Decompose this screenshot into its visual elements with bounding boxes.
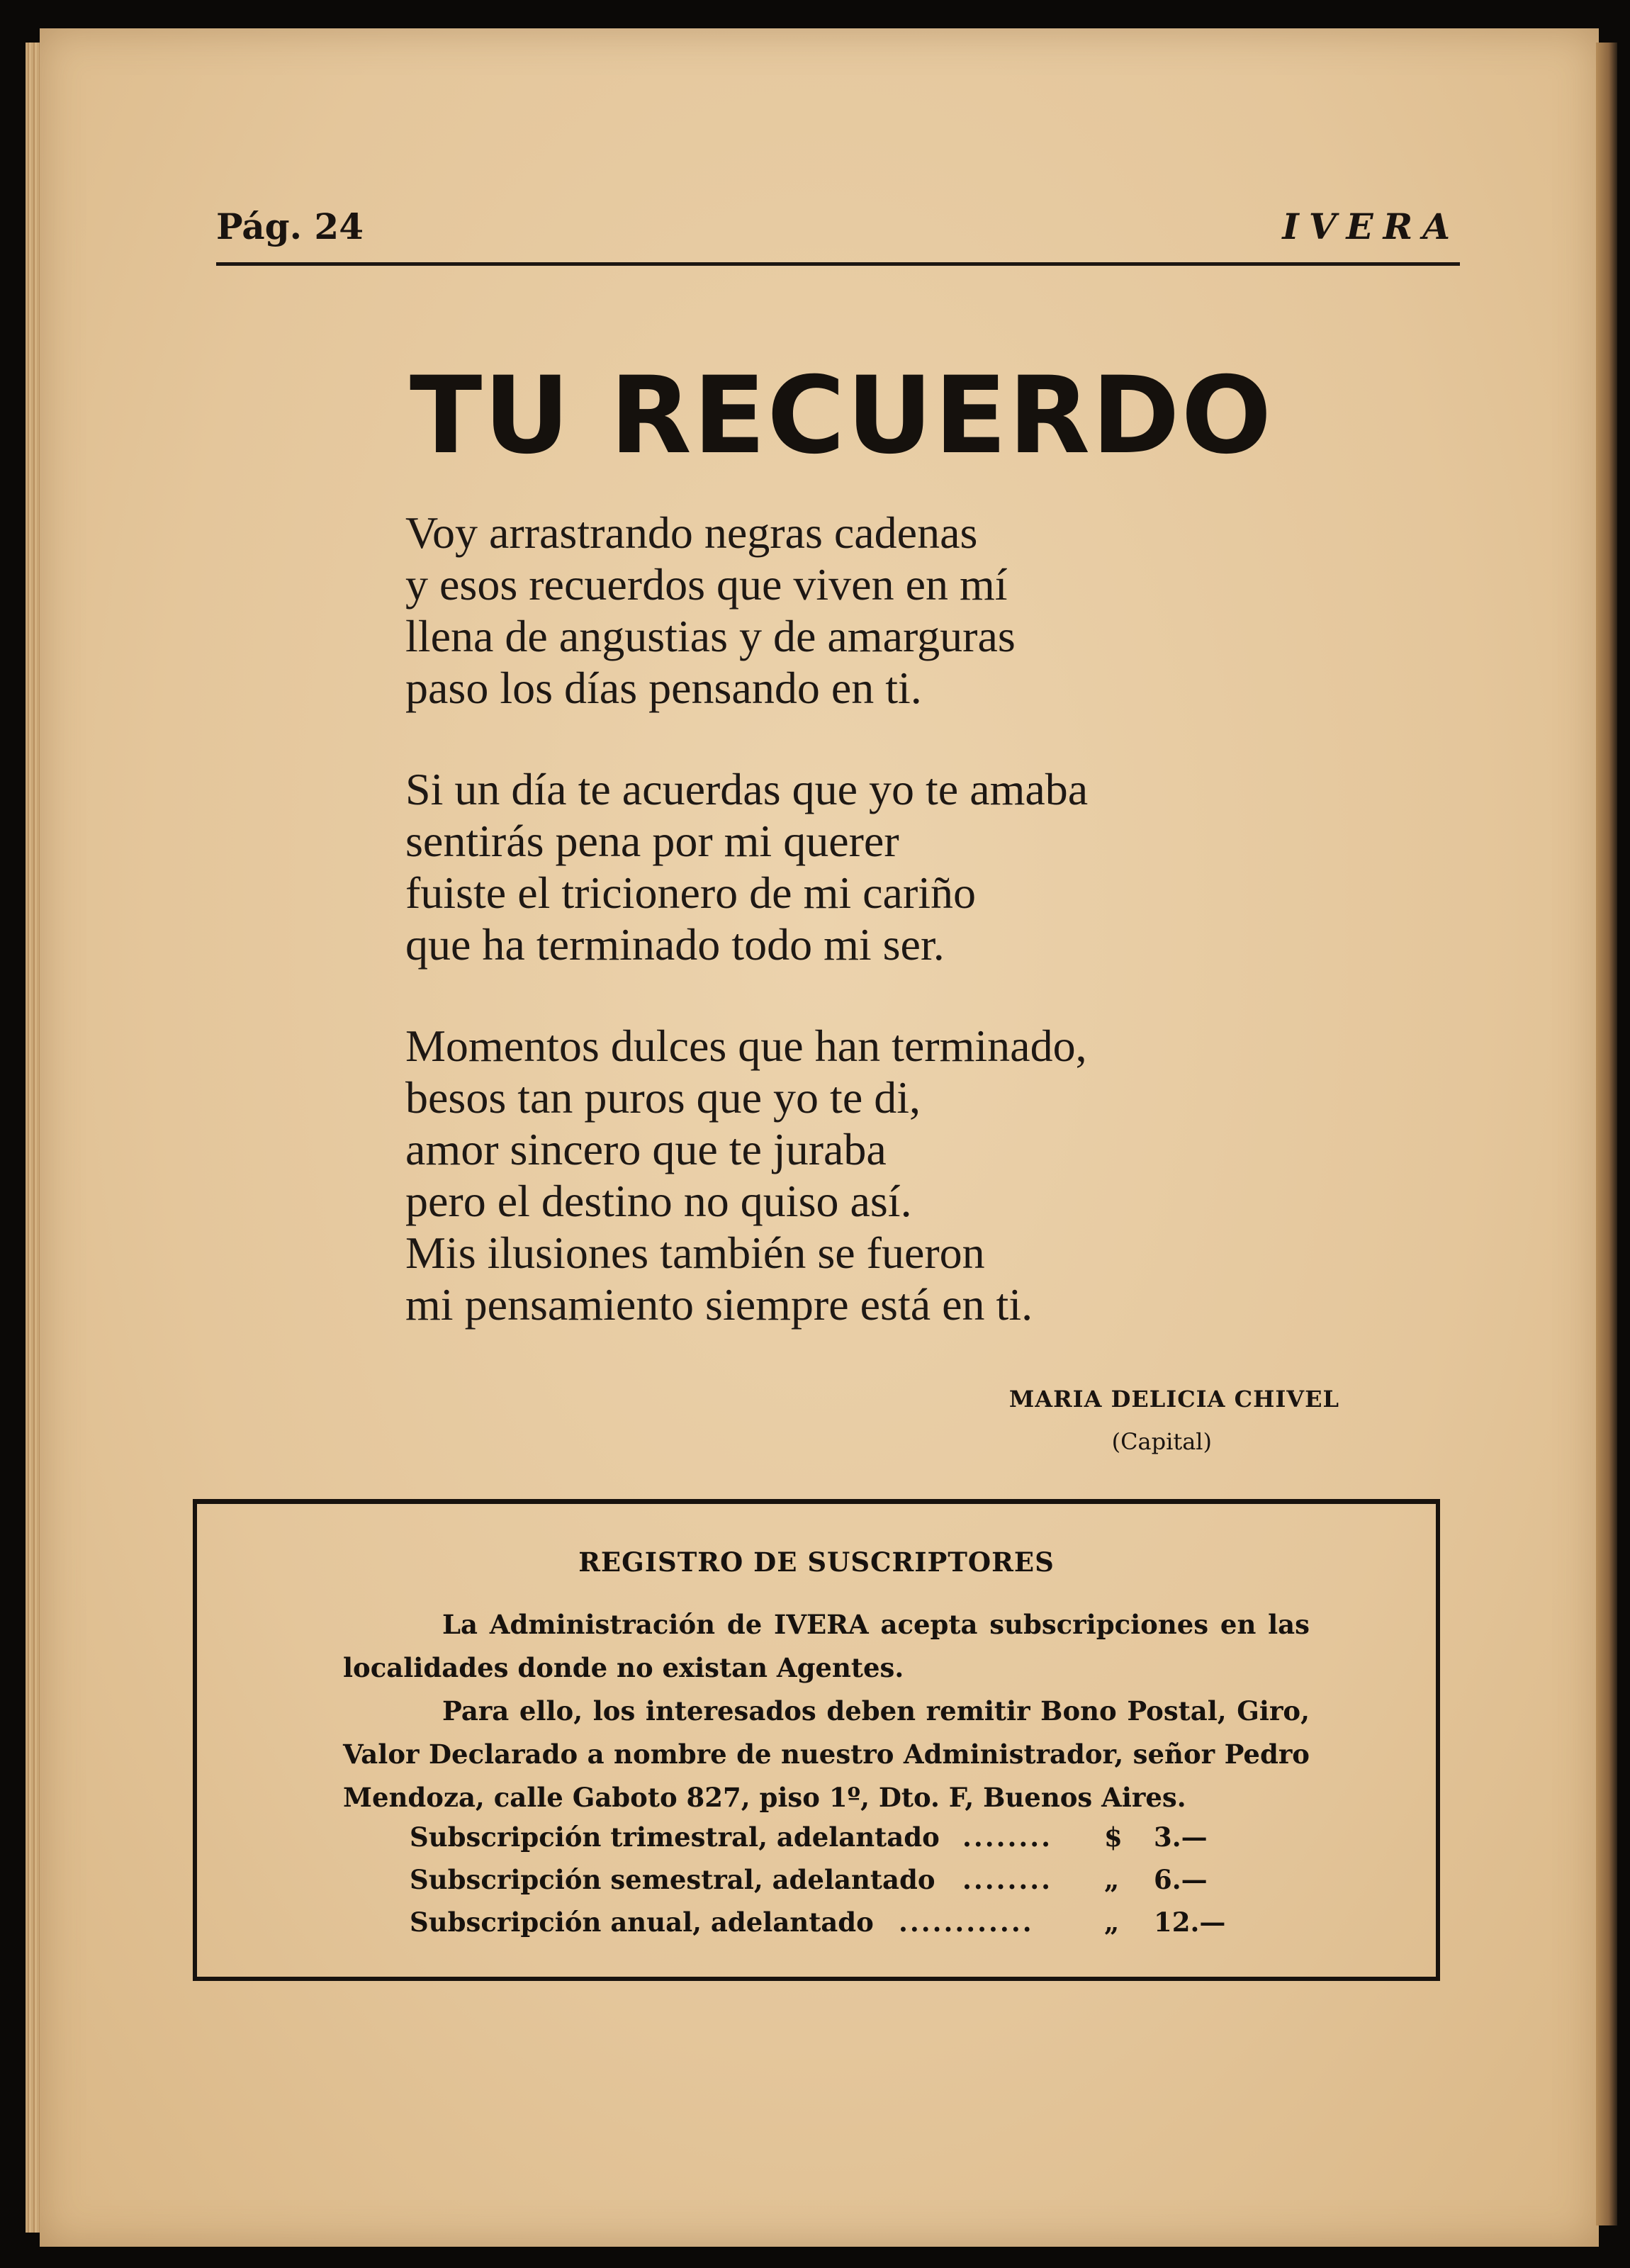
notice-paragraph-2-text: Para ello, los interesados deben remitir Bono Postal, Giro, Valor Declarado a nombre de nuestro Administrador, señor Pedro Mendoza, calle Gaboto 827, piso 1º, Dto. F, Buenos Aires. [343, 1695, 1310, 1813]
rate-label: Subscripción trimestral, adelantado [410, 1821, 940, 1853]
rate-label: Subscripción semestral, adelantado [410, 1864, 935, 1895]
rate-currency: „ [1104, 1864, 1120, 1895]
poem-line: Si un día te acuerdas que yo te amaba [405, 764, 1089, 814]
notice-paragraph-2 [343, 1690, 1310, 1819]
page-number: Pág. 24 [216, 206, 364, 247]
rate-row [410, 1901, 1260, 1943]
poem-line: sentirás pena por mi querer [405, 816, 899, 866]
poem-body [405, 507, 1327, 1380]
rate-list [410, 1816, 1260, 1943]
notice-title: REGISTRO DE SUSCRIPTORES [578, 1546, 1055, 1578]
running-header [216, 206, 1460, 266]
rate-amount: 6.— [1154, 1864, 1208, 1895]
poem-line: llena de angustias y de amarguras [405, 611, 1016, 661]
rate-currency: „ [1104, 1907, 1120, 1938]
poem-line: Mis ilusiones también se fueron [405, 1228, 985, 1278]
page-edge-right [1596, 43, 1617, 2225]
rate-amount: 12.— [1154, 1907, 1226, 1938]
rate-row [410, 1858, 1260, 1901]
poem-line: Voy arrastrando negras cadenas [405, 507, 978, 558]
rate-label: Subscripción anual, adelantado [410, 1907, 874, 1938]
stanza-1 [405, 507, 1327, 714]
subscription-notice [193, 1499, 1440, 1981]
poem-line: y esos recuerdos que viven en mí [405, 559, 1008, 610]
rate-amount: 3.— [1154, 1821, 1208, 1853]
magazine-title: IVERA [1282, 206, 1460, 247]
rate-leader-dots: ........ [962, 1864, 1053, 1895]
rate-row [410, 1816, 1260, 1858]
poem-line: mi pensamiento siempre está en ti. [405, 1279, 1033, 1330]
rate-leader-dots: ............ [899, 1907, 1034, 1938]
rate-currency: $ [1104, 1821, 1123, 1853]
poem-line: paso los días pensando en ti. [405, 663, 922, 713]
poem-author: MARIA DELICIA CHIVEL [1008, 1386, 1339, 1413]
stanza-2 [405, 763, 1327, 970]
poem-line: besos tan puros que yo te di, [405, 1072, 921, 1123]
author-place: (Capital) [1111, 1428, 1212, 1455]
notice-paragraph-1 [343, 1603, 1310, 1690]
poem-line: Momentos dulces que han terminado, [405, 1021, 1087, 1071]
poem-line: pero el destino no quiso así. [405, 1176, 912, 1226]
poem-line: amor sincero que te juraba [405, 1124, 887, 1174]
stanza-3 [405, 1020, 1327, 1330]
rate-leader-dots: ........ [962, 1821, 1053, 1853]
poem-title: TU RECUERDO [410, 354, 1274, 478]
notice-paragraph-1-text: La Administración de IVERA acepta subscripciones en las localidades donde no existan Agentes. [343, 1609, 1310, 1683]
poem-line: que ha terminado todo mi ser. [405, 919, 945, 970]
poem-line: fuiste el tricionero de mi cariño [405, 868, 977, 918]
